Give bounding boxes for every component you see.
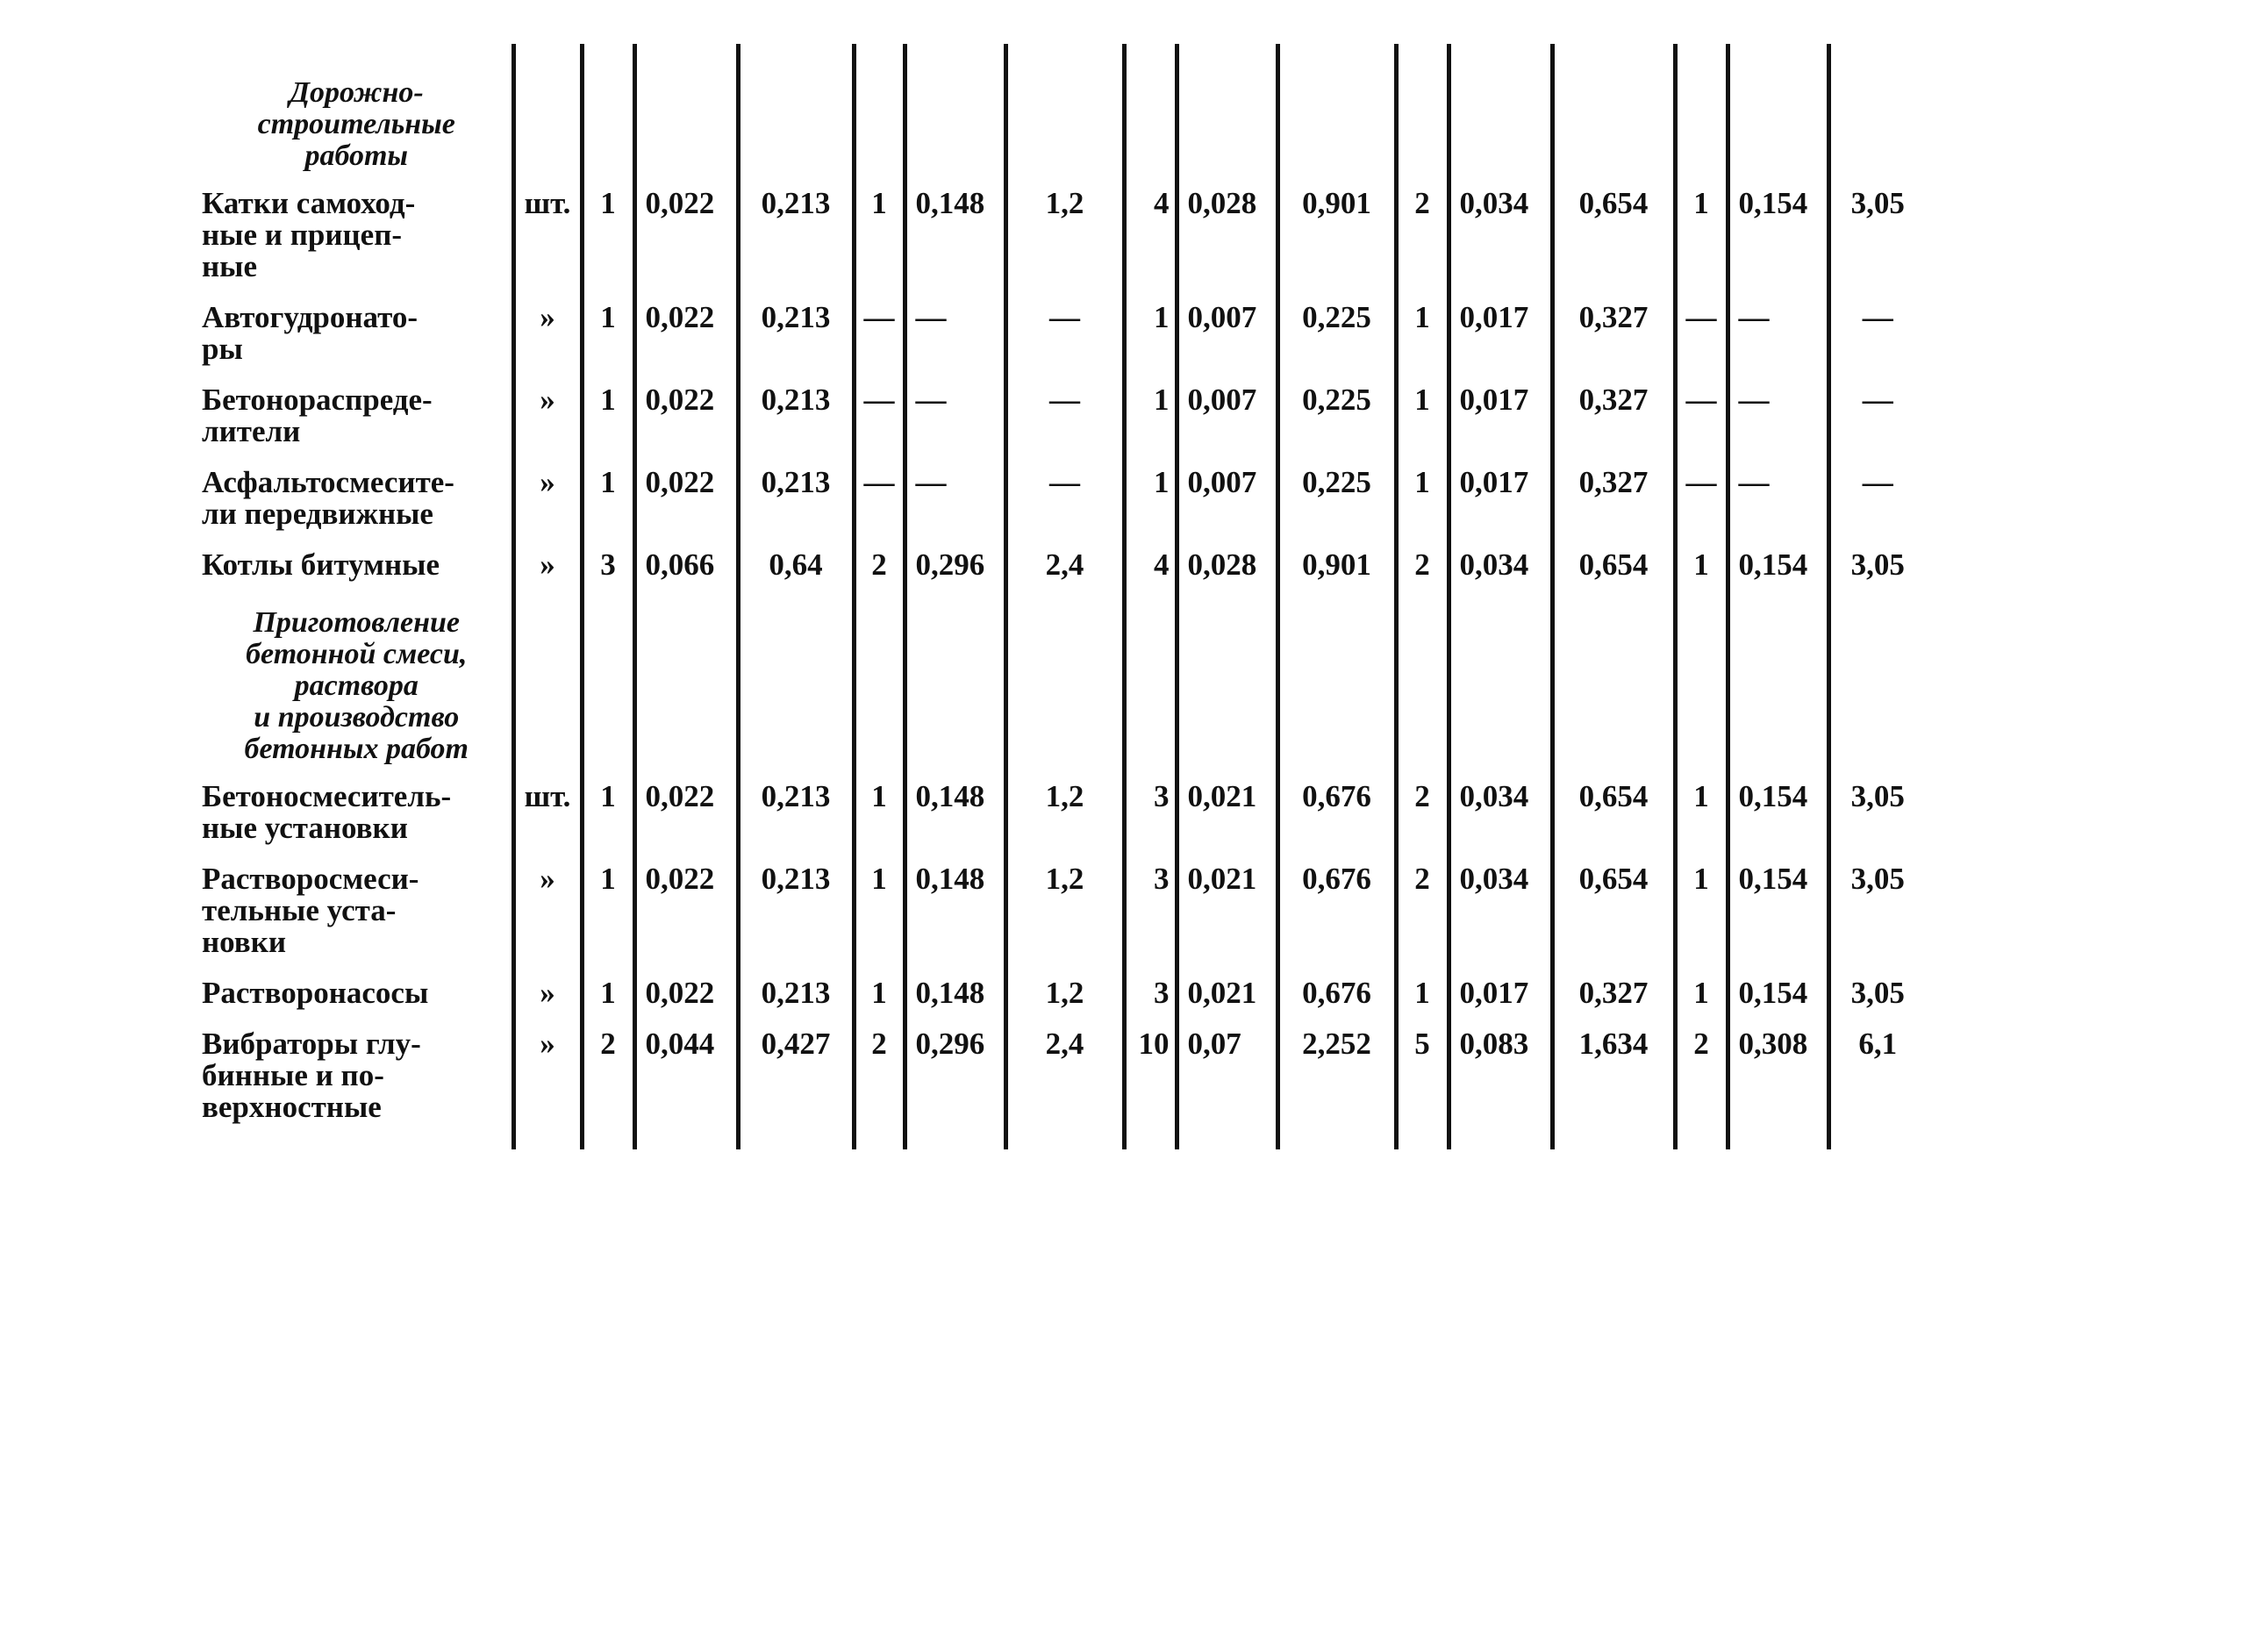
value-cell: 0,225 <box>1277 455 1396 537</box>
section-title-line: и производство <box>254 701 460 734</box>
value-cell: 1 <box>1396 455 1449 537</box>
value-cell: 0,022 <box>634 851 738 965</box>
value-cell: 0,654 <box>1552 851 1675 965</box>
empty-cell <box>1124 588 1177 769</box>
value-cell: 0,213 <box>738 175 854 290</box>
value-cell: 1 <box>1124 372 1177 455</box>
value-cell: 0,017 <box>1449 965 1552 1016</box>
value-cell: 1,634 <box>1552 1016 1675 1149</box>
unit-cell: » <box>513 372 582 455</box>
value-cell: 0,327 <box>1552 965 1675 1016</box>
value-cell: 0,021 <box>1177 965 1277 1016</box>
equipment-name <box>202 769 513 851</box>
value-cell: 0,148 <box>905 851 1005 965</box>
empty-cell <box>1277 44 1396 175</box>
equipment-name-line: Вибраторы глу- <box>202 1027 421 1061</box>
value-cell: 1 <box>854 965 905 1016</box>
value-cell: 0,154 <box>1728 175 1828 290</box>
empty-cell <box>1828 588 1925 769</box>
value-cell: 2,252 <box>1277 1016 1396 1149</box>
equipment-name <box>202 175 513 290</box>
value-cell: 2 <box>1396 175 1449 290</box>
value-cell: 10 <box>1124 1016 1177 1149</box>
value-cell: 1 <box>1675 537 1728 588</box>
value-cell: 3,05 <box>1828 175 1925 290</box>
value-cell: 0,296 <box>905 537 1005 588</box>
empty-cell <box>905 588 1005 769</box>
section-title-line: Приготовление <box>253 606 460 639</box>
value-cell: 0,427 <box>738 1016 854 1149</box>
section-title-line: раствора <box>294 669 419 702</box>
value-cell: 3 <box>1124 851 1177 965</box>
table-row <box>202 1016 1925 1149</box>
value-cell: 0,007 <box>1177 372 1277 455</box>
value-cell: 1,2 <box>1005 175 1124 290</box>
value-cell: 1 <box>1675 965 1728 1016</box>
equipment-name-line: бинные и по- <box>202 1058 384 1092</box>
unit-cell: шт. <box>513 769 582 851</box>
unit-cell: шт. <box>513 175 582 290</box>
equipment-name-line: верхностные <box>202 1090 382 1124</box>
empty-cell <box>1675 44 1728 175</box>
value-cell: 1 <box>854 175 905 290</box>
value-cell: 3 <box>1124 965 1177 1016</box>
table-row <box>202 851 1925 965</box>
empty-cell <box>634 44 738 175</box>
value-cell: 0,154 <box>1728 965 1828 1016</box>
equipment-name-line: ные и прицеп- <box>202 218 403 252</box>
equipment-name-line: ры <box>202 332 243 366</box>
empty-cell <box>1124 44 1177 175</box>
empty-cell <box>1177 44 1277 175</box>
value-cell: 0,676 <box>1277 965 1396 1016</box>
value-cell: 1,2 <box>1005 851 1124 965</box>
value-cell: — <box>1675 290 1728 372</box>
equipment-name <box>202 455 513 537</box>
section-title-line: строительные <box>257 108 455 140</box>
value-cell: 0,654 <box>1552 769 1675 851</box>
value-cell: 0,213 <box>738 290 854 372</box>
value-cell: 0,64 <box>738 537 854 588</box>
value-cell: 3,05 <box>1828 851 1925 965</box>
value-cell: 0,07 <box>1177 1016 1277 1149</box>
value-cell: — <box>1675 372 1728 455</box>
unit-cell: » <box>513 1016 582 1149</box>
value-cell: 2 <box>854 537 905 588</box>
value-cell: 0,676 <box>1277 851 1396 965</box>
value-cell: — <box>905 372 1005 455</box>
section-title <box>202 588 513 769</box>
value-cell: 3,05 <box>1828 537 1925 588</box>
value-cell: 1 <box>582 290 634 372</box>
value-cell: 0,225 <box>1277 372 1396 455</box>
value-cell: — <box>1728 372 1828 455</box>
value-cell: — <box>1005 372 1124 455</box>
unit-cell: » <box>513 851 582 965</box>
value-cell: 2 <box>1396 769 1449 851</box>
value-cell: 1 <box>582 769 634 851</box>
equipment-name <box>202 851 513 965</box>
value-cell: 0,901 <box>1277 175 1396 290</box>
value-cell: 0,017 <box>1449 372 1552 455</box>
value-cell: 0,213 <box>738 372 854 455</box>
value-cell: 6,1 <box>1828 1016 1925 1149</box>
empty-cell <box>1396 588 1449 769</box>
value-cell: 1 <box>1124 455 1177 537</box>
value-cell: 0,022 <box>634 175 738 290</box>
empty-cell <box>1728 588 1828 769</box>
value-cell: 0,308 <box>1728 1016 1828 1149</box>
equipment-name-line: новки <box>202 925 287 959</box>
empty-cell <box>854 44 905 175</box>
value-cell: 0,022 <box>634 290 738 372</box>
value-cell: 0,213 <box>738 769 854 851</box>
equipment-name-line: ные установки <box>202 811 408 845</box>
value-cell: 0,022 <box>634 372 738 455</box>
table-row <box>202 769 1925 851</box>
value-cell: 1 <box>582 965 634 1016</box>
value-cell: 0,034 <box>1449 537 1552 588</box>
value-cell: 0,028 <box>1177 537 1277 588</box>
value-cell: 0,225 <box>1277 290 1396 372</box>
value-cell: 1 <box>582 851 634 965</box>
table-row <box>202 537 1925 588</box>
equipment-name <box>202 537 513 588</box>
empty-cell <box>513 588 582 769</box>
value-cell: 0,148 <box>905 175 1005 290</box>
value-cell: — <box>905 455 1005 537</box>
value-cell: — <box>1005 455 1124 537</box>
value-cell: 2,4 <box>1005 1016 1124 1149</box>
table-row <box>202 175 1925 290</box>
value-cell: 0,021 <box>1177 851 1277 965</box>
value-cell: 1 <box>854 769 905 851</box>
value-cell: 2 <box>1396 537 1449 588</box>
equipment-name-line: Котлы битумные <box>202 548 440 582</box>
value-cell: 2,4 <box>1005 537 1124 588</box>
equipment-name <box>202 965 513 1016</box>
value-cell: 0,148 <box>905 769 1005 851</box>
value-cell: 0,213 <box>738 965 854 1016</box>
table-row <box>202 965 1925 1016</box>
empty-cell <box>1552 588 1675 769</box>
empty-cell <box>854 588 905 769</box>
value-cell: 0,044 <box>634 1016 738 1149</box>
empty-cell <box>738 588 854 769</box>
empty-cell <box>1449 588 1552 769</box>
table-body <box>202 44 1925 1149</box>
value-cell: 0,154 <box>1728 537 1828 588</box>
value-cell: 1 <box>582 175 634 290</box>
value-cell: 0,154 <box>1728 851 1828 965</box>
equipment-name-line: лители <box>202 414 301 448</box>
value-cell: 0,022 <box>634 769 738 851</box>
empty-cell <box>582 44 634 175</box>
equipment-name-line: ные <box>202 249 258 283</box>
value-cell: 1 <box>1396 965 1449 1016</box>
value-cell: 1 <box>1675 769 1728 851</box>
value-cell: 0,083 <box>1449 1016 1552 1149</box>
empty-cell <box>905 44 1005 175</box>
equipment-name-line: Катки самоход- <box>202 186 416 220</box>
value-cell: 0,017 <box>1449 290 1552 372</box>
table-row <box>202 372 1925 455</box>
value-cell: 1 <box>1124 290 1177 372</box>
unit-cell: » <box>513 537 582 588</box>
equipment-table <box>202 44 1925 1149</box>
value-cell: 0,213 <box>738 851 854 965</box>
value-cell: 1 <box>1396 290 1449 372</box>
value-cell: 4 <box>1124 175 1177 290</box>
equipment-name <box>202 1016 513 1149</box>
equipment-name-line: Асфальтосмесите- <box>202 465 454 499</box>
empty-cell <box>582 588 634 769</box>
value-cell: 0,007 <box>1177 455 1277 537</box>
value-cell: 4 <box>1124 537 1177 588</box>
table-row <box>202 290 1925 372</box>
empty-cell <box>1277 588 1396 769</box>
value-cell: 0,327 <box>1552 290 1675 372</box>
section-title <box>202 44 513 175</box>
value-cell: 0,007 <box>1177 290 1277 372</box>
value-cell: — <box>854 455 905 537</box>
equipment-name-line: Автогудронато- <box>202 300 419 334</box>
value-cell: — <box>1005 290 1124 372</box>
empty-cell <box>513 44 582 175</box>
value-cell: 0,213 <box>738 455 854 537</box>
section-title-line: Дорожно- <box>289 76 424 109</box>
unit-cell: » <box>513 455 582 537</box>
value-cell: 0,017 <box>1449 455 1552 537</box>
value-cell: 0,028 <box>1177 175 1277 290</box>
section-header-row <box>202 588 1925 769</box>
unit-cell: » <box>513 965 582 1016</box>
value-cell: 0,066 <box>634 537 738 588</box>
value-cell: 0,901 <box>1277 537 1396 588</box>
value-cell: 2 <box>582 1016 634 1149</box>
value-cell: 0,327 <box>1552 372 1675 455</box>
value-cell: 1 <box>1675 851 1728 965</box>
empty-cell <box>738 44 854 175</box>
section-title-line: бетонных работ <box>244 733 469 765</box>
equipment-name-line: Растворонасосы <box>202 976 429 1010</box>
empty-cell <box>634 588 738 769</box>
equipment-name-line: Бетонораспреде- <box>202 383 433 417</box>
value-cell: 2 <box>854 1016 905 1149</box>
value-cell: 1 <box>582 455 634 537</box>
value-cell: 1 <box>1396 372 1449 455</box>
value-cell: — <box>1728 290 1828 372</box>
value-cell: 0,148 <box>905 965 1005 1016</box>
value-cell: — <box>854 372 905 455</box>
value-cell: 5 <box>1396 1016 1449 1149</box>
empty-cell <box>1675 588 1728 769</box>
value-cell: 2 <box>1675 1016 1728 1149</box>
empty-cell <box>1396 44 1449 175</box>
section-header-row <box>202 44 1925 175</box>
value-cell: 0,021 <box>1177 769 1277 851</box>
value-cell: — <box>1828 290 1925 372</box>
value-cell: — <box>854 290 905 372</box>
equipment-name-line: Бетоносмеситель- <box>202 779 452 813</box>
section-title-line: бетонной смеси, <box>246 638 468 670</box>
section-title-line: работы <box>304 140 409 172</box>
value-cell: 0,034 <box>1449 175 1552 290</box>
value-cell: 1 <box>582 372 634 455</box>
value-cell: 0,654 <box>1552 537 1675 588</box>
value-cell: 0,154 <box>1728 769 1828 851</box>
equipment-name-line: Растворосмеси- <box>202 862 419 896</box>
table-row <box>202 455 1925 537</box>
value-cell: 0,034 <box>1449 769 1552 851</box>
value-cell: 3,05 <box>1828 769 1925 851</box>
equipment-name <box>202 290 513 372</box>
value-cell: 0,654 <box>1552 175 1675 290</box>
empty-cell <box>1005 588 1124 769</box>
value-cell: 0,034 <box>1449 851 1552 965</box>
value-cell: 0,676 <box>1277 769 1396 851</box>
value-cell: 3 <box>582 537 634 588</box>
value-cell: 1 <box>854 851 905 965</box>
empty-cell <box>1828 44 1925 175</box>
equipment-name-line: ли передвижные <box>202 497 433 531</box>
value-cell: 0,296 <box>905 1016 1005 1149</box>
value-cell: — <box>1828 372 1925 455</box>
value-cell: 1 <box>1675 175 1728 290</box>
unit-cell: » <box>513 290 582 372</box>
value-cell: 1,2 <box>1005 965 1124 1016</box>
value-cell: 0,022 <box>634 965 738 1016</box>
value-cell: 0,022 <box>634 455 738 537</box>
empty-cell <box>1177 588 1277 769</box>
empty-cell <box>1552 44 1675 175</box>
value-cell: — <box>1728 455 1828 537</box>
value-cell: 3 <box>1124 769 1177 851</box>
value-cell: 0,327 <box>1552 455 1675 537</box>
empty-cell <box>1728 44 1828 175</box>
value-cell: 3,05 <box>1828 965 1925 1016</box>
value-cell: — <box>1675 455 1728 537</box>
value-cell: — <box>905 290 1005 372</box>
empty-cell <box>1005 44 1124 175</box>
value-cell: — <box>1828 455 1925 537</box>
equipment-name <box>202 372 513 455</box>
equipment-name-line: тельные уста- <box>202 893 397 927</box>
value-cell: 1,2 <box>1005 769 1124 851</box>
value-cell: 2 <box>1396 851 1449 965</box>
empty-cell <box>1449 44 1552 175</box>
